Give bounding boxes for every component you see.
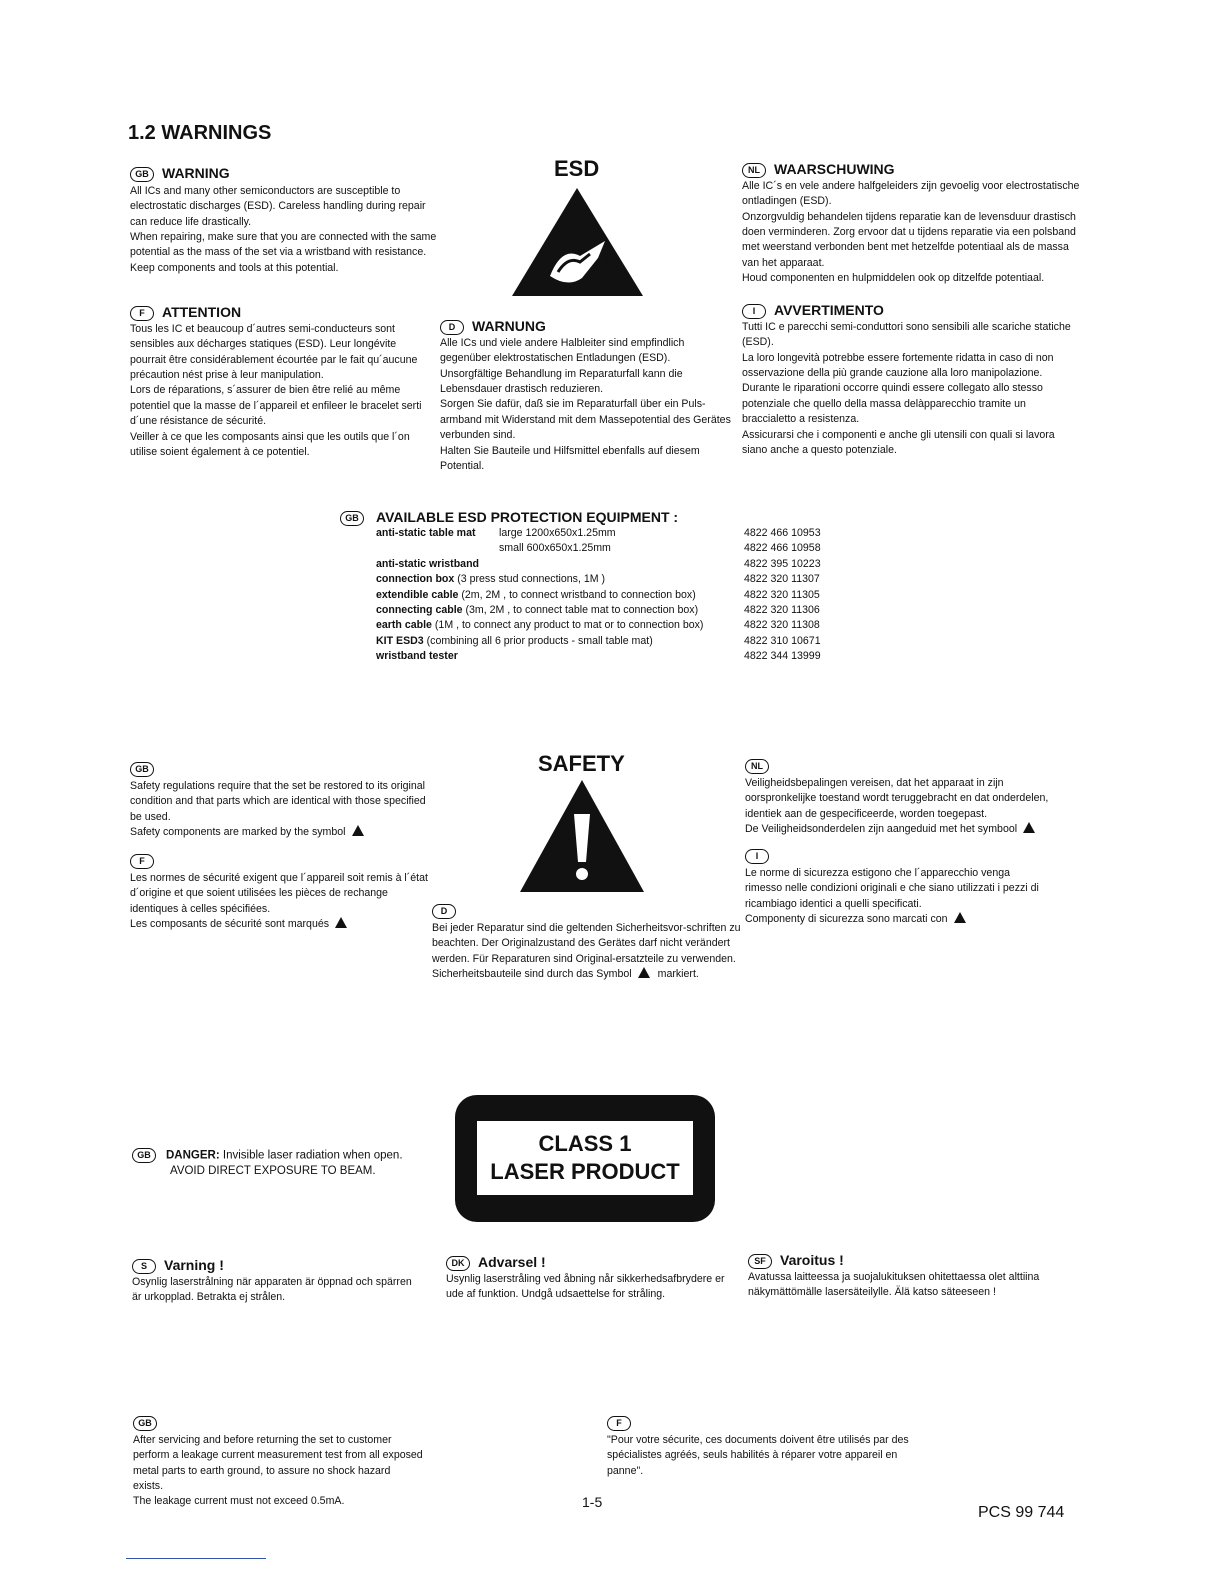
safety-d-symbol-suffix: markiert. [657, 968, 699, 981]
safety-gb-text: Safety regulations require that the set be restored to its original condition and that parts which are identical with those specified be used. [130, 779, 426, 823]
esd-f-heading: ATTENTION [162, 304, 242, 320]
laser-sf-text: Avatussa laitteessa ja suojalukituksen ohitettaessa olet alttiina näkymättömälle lasersäteilylle. Älä katso säteeseen ! [748, 1270, 1040, 1299]
laser-s-heading: Varning ! [164, 1257, 224, 1273]
equipment-code: 4822 320 11308 [744, 619, 820, 632]
equipment-row [376, 603, 1076, 618]
laser-sf-heading: Varoitus ! [780, 1252, 844, 1268]
safety-i-symbol-line: Componenty di sicurezza sono marcati con [745, 913, 948, 926]
esd-d-heading: WARNUNG [472, 318, 546, 334]
equipment-name: connection box [376, 573, 455, 586]
equipment-desc: (3m, 2M , to connect table mat to connection box) [465, 603, 699, 616]
d-badge: D [432, 904, 456, 919]
gb-badge: GB [133, 1416, 157, 1431]
page-title: 1.2 WARNINGS [128, 122, 272, 144]
gb-badge: GB [130, 167, 154, 182]
safety-nl-symbol-line: De Veiligheidsonderdelen zijn aangeduid met het symbool [745, 823, 1018, 836]
laser-danger-text: Invisible laser radiation when open. [222, 1149, 403, 1162]
equipment-row [376, 557, 1076, 572]
equipment-name: connecting cable [376, 603, 463, 616]
esd-f-text: Tous les IC et beaucoup d´autres semi-conducteurs sont sensibles aux décharges statiques (ESD). Leur longévite pourrait être considérablement écourtée par le fait qu´aucune précaution nést prise à leur manipulation. Lors de réparations, s´assurer de bien être relié au même potentiel que la masse de l´appareil et enfileer le bracelet serti d´une résistance de sécurité. Veiller à ce que les composants ainsi que les outils que l´on utilise soient également à ce potentiel. [130, 322, 422, 459]
warning-triangle-icon [335, 917, 347, 928]
laser-s-text: Osynlig laserstrålning när apparaten är öppnad och spärren är urkopplad. Betrakta ej strålen. [132, 1275, 412, 1304]
safety-nl-text: Veiligheidsbepalingen vereisen, dat het apparaat in zijn oorspronkelijke toestand wordt teruggebracht en dat onderdelen, identiek aan de gespecificeerde, worden toegepast. [745, 776, 1049, 820]
esd-gb-section [130, 165, 440, 276]
leakage-gb-text: After servicing and before returning the set to customer perform a leakage current measurement test from all exposed metal parts to earth ground, to assure no shock hazard exists. The leakage current must not exceed 0.5mA. [133, 1433, 423, 1508]
laser-dk-text: Usynlig laserstråling ved åbning når sikkerhedsafbrydere er ude af funktion. Undgå udsaettelse for stråling. [446, 1272, 725, 1301]
esd-gb-heading: WARNING [162, 165, 230, 181]
esd-gb-text: All ICs and many other semiconductors are susceptible to electrostatic discharges (ESD). Careless handling during repair can reduce life drastically. When repairing, make sure that you are connected with the same potential as the mass of the set via a wristband with resistance. Keep components and tools at this potential. [130, 184, 437, 274]
equipment-code: 4822 320 11305 [744, 588, 820, 601]
esd-f-section [130, 304, 426, 460]
esd-warning-icon [510, 186, 645, 298]
safety-gb-symbol-line: Safety components are marked by the symbol [130, 826, 346, 839]
equipment-name: anti-static wristband [376, 557, 480, 570]
leakage-gb-section [133, 1414, 423, 1510]
safety-title: SAFETY [538, 751, 625, 776]
i-badge: I [742, 304, 766, 319]
safety-gb-section [130, 760, 430, 840]
warning-triangle-icon [1023, 822, 1035, 833]
equipment-code: 4822 466 10953 [744, 527, 821, 539]
equipment-desc: (2m, 2M , to connect wristband to connection box) [461, 588, 696, 601]
warning-triangle-icon [954, 912, 966, 923]
nl-badge: NL [745, 759, 769, 774]
equipment-desc: large 1200x650x1.25mm [499, 527, 616, 539]
esd-i-section [742, 302, 1072, 458]
class1-laser-label [455, 1095, 715, 1222]
equipment-desc: (1M , to connect any product to mat or to connection box) [434, 619, 704, 632]
safety-f-text: Les normes de sécurité exigent que l´appareil soit remis à l´état d´origine et que soient utilisées les pièces de rechange identiques à celles spécifiées. [130, 871, 428, 915]
laser-s-section [132, 1257, 412, 1306]
laser-label-line2: LASER PRODUCT [490, 1159, 680, 1184]
equipment-name: KIT ESD3 [376, 634, 424, 647]
nl-badge: NL [742, 163, 766, 178]
f-badge: F [607, 1416, 631, 1431]
safety-f-symbol-line: Les composants de sécurité sont marqués [130, 918, 330, 931]
laser-danger-section [132, 1148, 432, 1179]
equipment-row [376, 618, 1076, 633]
gb-badge: GB [340, 511, 364, 526]
equipment-row [376, 649, 1076, 664]
i-badge: I [745, 849, 769, 864]
laser-label-line1: CLASS 1 [538, 1131, 632, 1156]
f-badge: F [130, 854, 154, 869]
document-code: PCS 99 744 [978, 1504, 1065, 1521]
leakage-f-text: "Pour votre sécurite, ces documents doivent être utilisés par des spécialistes agréés, seuls habilités à réparer votre appareil en panne". [607, 1433, 909, 1477]
equipment-code: 4822 395 10223 [744, 557, 821, 570]
footer-divider [126, 1558, 266, 1559]
esd-nl-heading: WAARSCHUWING [774, 161, 895, 177]
esd-d-text: Alle ICs und viele andere Halbleiter sind empfindlich gegenüber elektrostatischen Entladungen (ESD). Unsorgfältige Behandlung im Reparaturfall kann die Lebensdauer drastisch reduzieren. Sorgen Sie dafür, daß sie im Reparaturfall über ein Puls-armband mit Widerstand mit dem Massepotential des Gerätes verbunden sind. Halten Sie Bauteile und Hilfsmittel ebenfalls auf diesem Potential. [440, 336, 731, 473]
equipment-name: extendible cable [376, 588, 459, 601]
equipment-desc: small 600x650x1.25mm [499, 542, 611, 555]
equipment-desc: (combining all 6 prior products - small table mat) [426, 634, 653, 647]
equipment-code: 4822 320 11307 [744, 573, 820, 586]
gb-badge: GB [132, 1148, 156, 1163]
laser-dk-section [446, 1254, 741, 1303]
equipment-row [376, 526, 1076, 541]
safety-warning-icon [518, 778, 646, 894]
equipment-list [376, 526, 1076, 665]
esd-d-section [440, 318, 736, 474]
equipment-code: 4822 310 10671 [744, 634, 821, 647]
warning-triangle-icon [352, 825, 364, 836]
equipment-code: 4822 320 11306 [744, 603, 820, 616]
warning-triangle-icon [638, 967, 650, 978]
safety-i-text: Le norme di sicurezza estigono che l´apparecchio venga rimesso nelle condizioni originali e che siano utilizzati i pezzi di ricambiago identici a quelli specificati. [745, 866, 1039, 910]
equipment-row [376, 572, 1076, 587]
equipment-row [376, 588, 1076, 603]
equipment-heading-row [340, 509, 678, 526]
leakage-f-section [607, 1414, 917, 1479]
s-badge: S [132, 1259, 156, 1274]
dk-badge: DK [446, 1256, 470, 1271]
safety-i-section [745, 847, 1045, 927]
gb-badge: GB [130, 762, 154, 777]
page-number: 1-5 [582, 1494, 603, 1510]
esd-title: ESD [554, 156, 600, 181]
esd-nl-text: Alle IC´s en vele andere halfgeleiders zijn gevoelig voor electrostatische ontladingen (ESD). Onzorgvuldig behandelen tijdens reparatie kan de levensduur drastisch doen verminderen. Zorg ervoor dat u tijdens reparatie via een polsband met weerstand verbonden bent met hetzelfde potentiaal als de massa van het apparaat. Houd componenten en hulpmiddelen ook op ditzelfde potentiaal. [742, 179, 1080, 285]
equipment-row [376, 634, 1076, 649]
f-badge: F [130, 306, 154, 321]
equipment-row [376, 541, 1076, 556]
safety-d-symbol-line: Sicherheitsbauteile sind durch das Symbol [432, 968, 632, 981]
sf-badge: SF [748, 1254, 772, 1269]
equipment-heading: AVAILABLE ESD PROTECTION EQUIPMENT : [376, 509, 679, 525]
equipment-desc: (3 press stud connections, 1M ) [457, 573, 606, 586]
laser-sf-section [748, 1252, 1048, 1301]
laser-danger-text2: AVOID DIRECT EXPOSURE TO BEAM. [170, 1164, 376, 1177]
safety-nl-section [745, 757, 1075, 837]
safety-f-section [130, 852, 430, 932]
safety-d-text: Bei jeder Reparatur sind die geltenden Sicherheitsvor-schriften zu beachten. Der Originalzustand des Gerätes darf nicht verändert werden. Für Reparaturen sind Original-ersatzteile zu verwenden. [432, 921, 741, 965]
esd-i-heading: AVVERTIMENTO [774, 302, 884, 318]
equipment-name: earth cable [376, 619, 432, 632]
laser-dk-heading: Advarsel ! [478, 1254, 546, 1270]
equipment-code: 4822 344 13999 [744, 650, 821, 663]
equipment-name: wristband tester [376, 650, 458, 663]
equipment-name: anti-static table mat [376, 527, 476, 539]
laser-danger-label: DANGER: [166, 1149, 220, 1162]
esd-i-text: Tutti IC e parecchi semi-conduttori sono sensibili alle scariche statiche (ESD). La loro longevità potrebbe essere fortemente ridatta in caso di non osservazione della più grande cauzione alla loro manipolazione. Durante le riparationi occorre quindi essere collegato allo stesso potenziale che quello della massa delàpparecchio tramite un braccialetto a resistenza. Assicurarsi che i componenti e anche gli utensili con quali si lavora siano anche a questo potenziale. [742, 320, 1071, 457]
safety-d-section [432, 902, 742, 982]
equipment-code: 4822 466 10958 [744, 542, 821, 555]
esd-nl-section [742, 161, 1082, 287]
d-badge: D [440, 320, 464, 335]
